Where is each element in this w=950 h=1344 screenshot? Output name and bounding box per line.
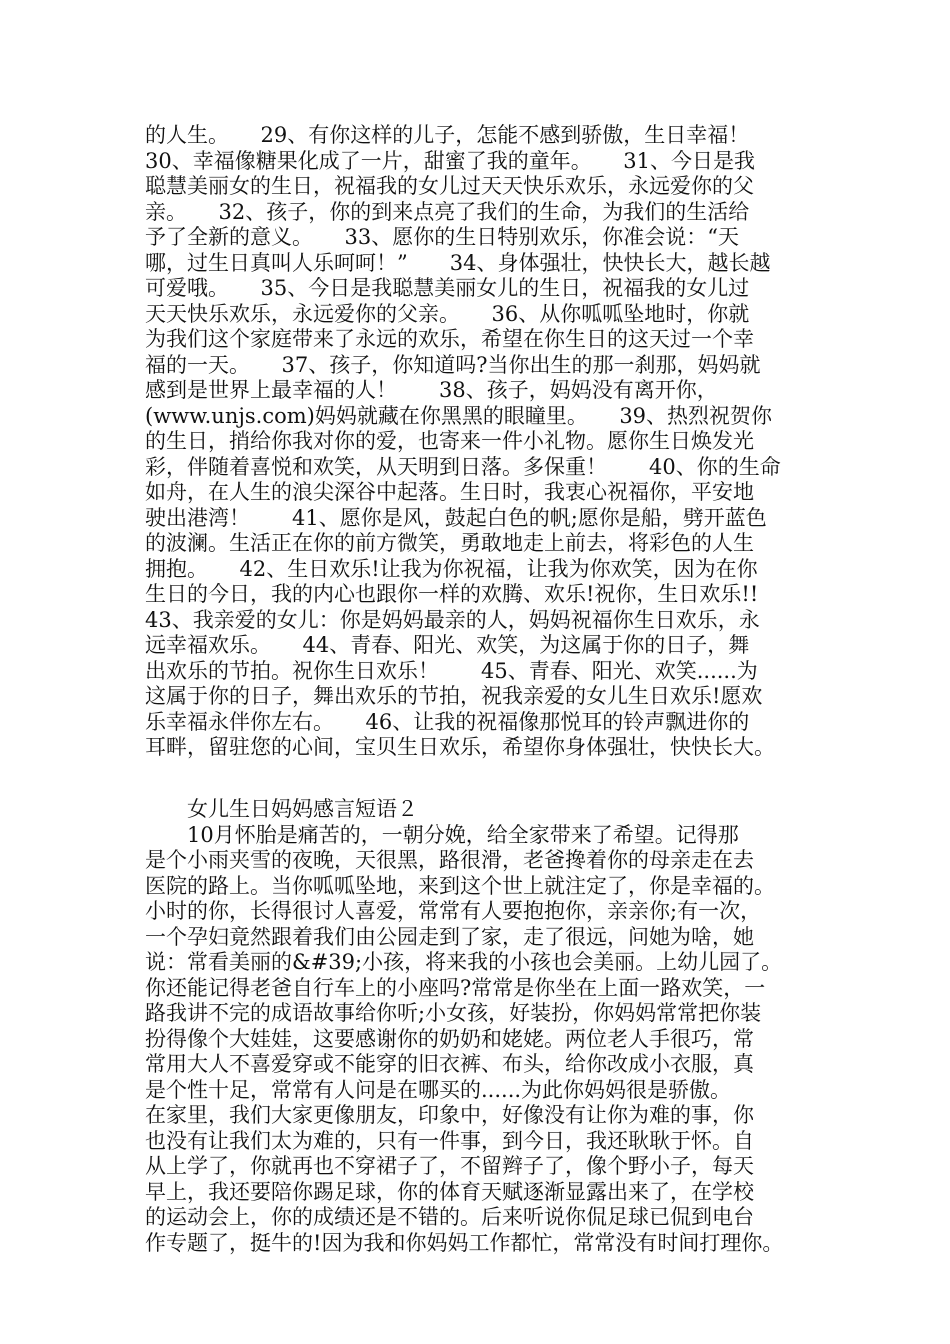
text-line: 扮得像个大娃娃，这要感谢你的奶奶和姥姥。两位老人手很巧，常 (145, 1026, 754, 1051)
text-line: 也没有让我们太为难的，只有一件事，到今日，我还耿耿于怀。自 (145, 1128, 754, 1153)
text-line: 为我们这个家庭带来了永远的欢乐，希望在你生日的这天过一个幸 (145, 327, 754, 351)
text-line: 予了全新的意义。 33、愿你的生日特别欢乐，你准会说：“天 (145, 225, 739, 249)
text-line: 感到是世界上最幸福的人！ 38、孩子，妈妈没有离开你， (145, 378, 718, 402)
text-line: 常用大人不喜爱穿或不能穿的旧衣裤、布头，给你改成小衣服，真 (145, 1052, 754, 1076)
text-line: (www.unjs.com)妈妈就藏在你黑黑的眼瞳里。 39、热烈祝贺你 (145, 403, 773, 428)
text-line: 福的一天。 37、孩子，你知道吗?当你出生的那一刹那，妈妈就 (145, 352, 761, 377)
text-line: 医院的路上。当你呱呱坠地，来到这个世上就注定了，你是幸福的。 (145, 873, 775, 898)
text-line: 如舟，在人生的浪尖深谷中起落。生日时，我衷心祝福你，平安地 (145, 480, 754, 504)
text-line: 在家里，我们大家更像朋友，印象中，好像没有让你为难的事，你 (145, 1103, 754, 1127)
text-line: 彩，伴随着喜悦和欢笑，从天明到日落。多保重！ 40、你的生命 (145, 454, 781, 479)
text-line: 是个小雨夹雪的夜晚，天很黑，路很滑，老爸搀着你的母亲走在去 (145, 848, 754, 872)
text-line: 远幸福欢乐。 44、青春、阳光、欢笑，为这属于你的日子，舞 (145, 633, 750, 657)
text-line: 亲。 32、孩子，你的到来点亮了我们的生命，为我们的生活给 (145, 199, 750, 224)
text-line: 这属于你的日子，舞出欢乐的节拍，祝我亲爱的女儿生日欢乐!愿欢 (145, 684, 763, 708)
text-line: 30、幸福像糖果化成了一片，甜蜜了我的童年。 31、今日是我 (145, 148, 755, 173)
text-line: 耳畔，留驻您的心间，宝贝生日欢乐，希望你身体强壮，快快长大。 (145, 735, 775, 759)
text-line: 从上学了，你就再也不穿裙子了，不留辫子了，像个野小子，每天 (145, 1154, 754, 1178)
text-line: 乐幸福永伴你左右。 46、让我的祝福像那悦耳的铃声飘进你的 (145, 709, 750, 734)
text-line: 聪慧美丽女的生日，祝福我的女儿过天天快乐欢乐，永远爱你的父 (145, 174, 754, 198)
text-line: 你还能记得老爸自行车上的小座吗?常常是你坐在上面一路欢笑，一 (145, 975, 766, 1000)
text-line: 的生日，捎给你我对你的爱，也寄来一件小礼物。愿你生日焕发光 (145, 429, 754, 453)
text-line: 的波澜。生活正在你的前方微笑，勇敢地走上前去，将彩色的人生 (145, 531, 754, 555)
text-line: 作专题了，挺牛的!因为我和你妈妈工作都忙，常常没有时间打理你。 (145, 1230, 784, 1255)
text-line: 哪，过生日真叫人乐呵呵！” 34、身体强壮，快快长大，越长越 (145, 250, 771, 275)
text-line: 43、我亲爱的女儿：你是妈妈最亲的人，妈妈祝福你生日欢乐，永 (145, 607, 760, 632)
essay-section (145, 797, 835, 1256)
text-line: 早上，我还要陪你踢足球，你的体育天赋逐渐显露出来了，在学校 (145, 1179, 754, 1204)
text-line: 的人生。 29、有你这样的儿子，怎能不感到骄傲，生日幸福！ (145, 123, 750, 147)
text-line: 小时的你，长得很讨人喜爱，常常有人要抱抱你，亲亲你;有一次， (145, 899, 762, 923)
text-line: 可爱哦。 35、今日是我聪慧美丽女儿的生日，祝福我的女儿过 (145, 276, 750, 300)
text-line: 一个孕妇竟然跟着我们由公园走到了家，走了很远，问她为啥，她 (145, 924, 754, 949)
text-line: 路我讲不完的成语故事给你听;小女孩，好装扮，你妈妈常常把你装 (145, 1001, 762, 1025)
text-line: 是个性十足，常常有人问是在哪买的......为此你妈妈很是骄傲。 (145, 1077, 732, 1102)
text-line: 说：常看美丽的&#39;小孩，将来我的小孩也会美丽。上幼儿园了。 (145, 950, 783, 974)
text-line: 生日的今日，我的内心也跟你一样的欢腾、欢乐!祝你，生日欢乐!! (145, 582, 759, 606)
wishes-list-text (145, 123, 835, 761)
text-line: 的运动会上，你的成绩还是不错的。后来听说你侃足球已侃到电台 (145, 1205, 754, 1229)
text-line: 出欢乐的节拍。祝你生日欢乐！ 45、青春、阳光、欢笑......为 (145, 658, 758, 683)
text-line: 驶出港湾！ 41、愿你是风，鼓起白色的帆;愿你是船，劈开蓝色 (145, 505, 767, 530)
text-line: 天天快乐欢乐，永远爱你的父亲。 36、从你呱呱坠地时，你就 (145, 301, 750, 326)
text-line: 拥抱。 42、生日欢乐!让我为你祝福，让我为你欢笑，因为在你 (145, 556, 758, 581)
section-heading: 女儿生日妈妈感言短语２ (145, 797, 418, 821)
text-line: 10月怀胎是痛苦的，一朝分娩，给全家带来了希望。记得那 (145, 822, 739, 847)
